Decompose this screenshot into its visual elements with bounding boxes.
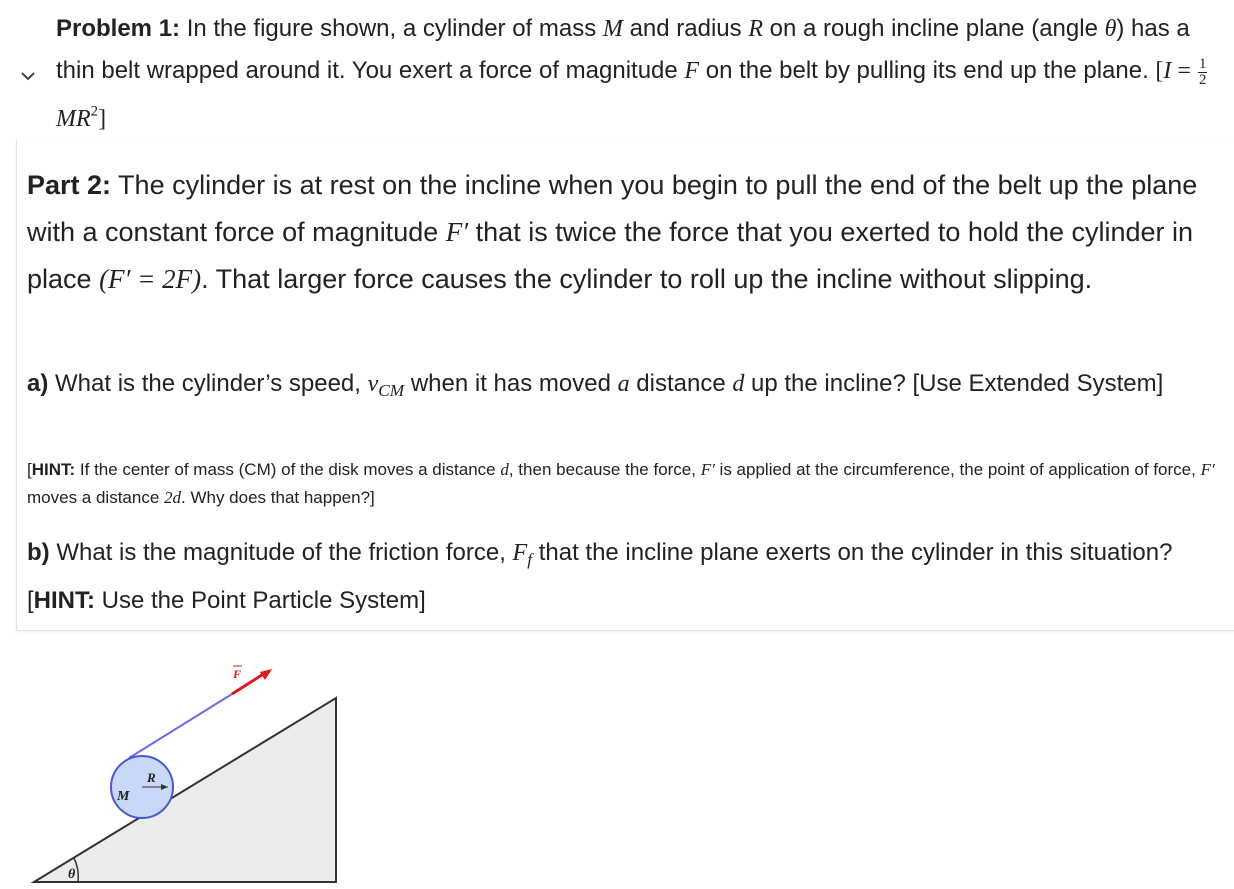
problem-statement: Problem 1: In the figure shown, a cylinder of mass M and radius R on a rough incline plane (angle θ) has a thin belt wrapped around it. You exert a force of magnitude F on the belt by pulling its end up the plane. [I = $\frac{1}{2}$ $MR^2$]: [56, 15, 1207, 133]
fraction-one-half: $\frac{1}{2}$: [1198, 56, 1207, 88]
var-vcm: $v_{CM}$: [367, 371, 405, 401]
var-radius: R: [748, 16, 763, 42]
hint-a: [HINT: If the center of mass (CM) of the disk moves a distance d, then because the force, F′ is applied at the circumference, the point of application of force, F′ moves a distance 2d. Why does that happen?]: [27, 460, 1215, 507]
radius-label: R: [147, 770, 156, 785]
inertia-formula: [I = $\frac{1}{2}$ $MR^2$]: [56, 56, 1207, 133]
hint-label: HINT:: [31, 460, 76, 479]
problem-label: Problem 1:: [56, 15, 181, 42]
incline-figure: [28, 650, 348, 886]
question-a: a) What is the cylinder’s speed, $v_{CM}$ when it has moved a distance d up the incline? [Use Extended System]: [27, 370, 1164, 401]
angle-label: θ: [68, 867, 76, 882]
var-mass: M: [602, 16, 623, 42]
force-label: F: [233, 667, 242, 681]
incline-plane: [34, 698, 336, 882]
var-distance: d: [732, 371, 745, 397]
var-friction: $F_f$: [512, 540, 533, 570]
belt: [129, 694, 232, 758]
question-b: b) What is the magnitude of the friction force, $F_f$ that the incline plane exerts on the cylinder in this situation? [HINT: Use the Point Particle System]: [27, 539, 1173, 615]
var-force-prime: F′: [445, 217, 469, 247]
var-theta: θ: [1104, 16, 1117, 42]
var-force: F: [684, 58, 700, 84]
part-2-panel: [16, 140, 1234, 631]
chevron-down-icon[interactable]: [18, 66, 38, 86]
question-a-label: a): [27, 370, 49, 397]
question-b-label: b): [27, 539, 50, 566]
problem-header: [0, 0, 1234, 140]
part-2-statement: Part 2: The cylinder is at rest on the incline when you begin to pull the end of the belt up the plane with a constant force of magnitude F′ that is twice the force that you exerted to hold the cylinder in place (F′ = 2F). That larger force causes the cylinder to roll up the incline without slipping.: [27, 170, 1198, 294]
force-arrowhead: [260, 669, 272, 680]
part-2-label: Part 2:: [27, 170, 112, 200]
mass-label: M: [117, 789, 130, 804]
force-equation: (F′ = 2F): [99, 264, 202, 294]
